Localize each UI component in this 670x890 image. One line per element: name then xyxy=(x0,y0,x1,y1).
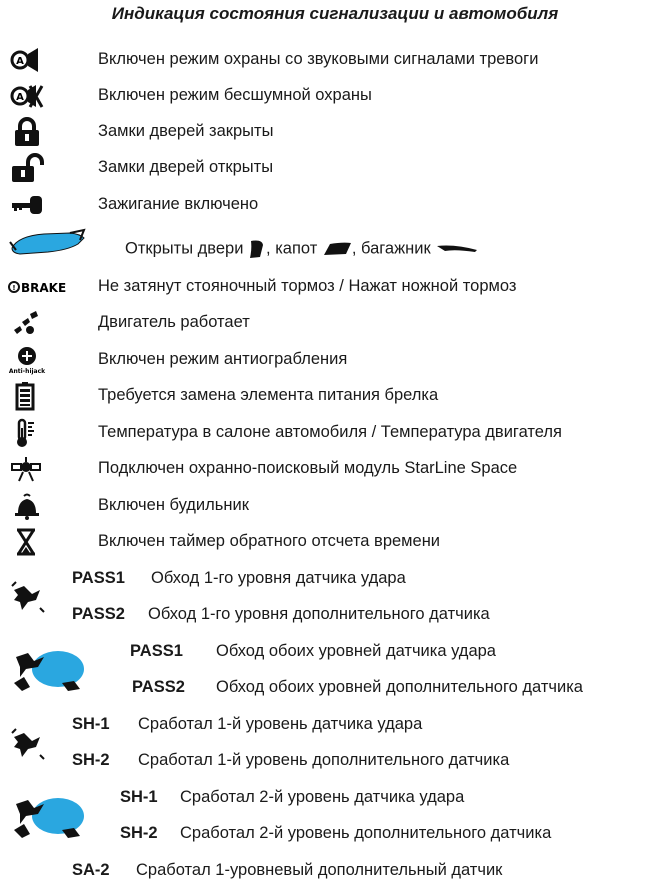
engine-running-icon xyxy=(10,308,44,338)
anti-hijack-icon xyxy=(10,345,44,375)
list-item xyxy=(0,270,670,304)
list-item xyxy=(0,188,670,222)
row-text: Обход 1-го уровня датчика удара xyxy=(151,569,406,587)
row-text: Включен таймер обратного отсчета времени xyxy=(98,532,441,550)
row-text: Включен будильник xyxy=(98,496,249,514)
list-item xyxy=(0,781,670,815)
row-text: Открыты двери xyxy=(125,239,244,258)
row-text: Замки дверей открыты xyxy=(98,158,274,176)
list-item xyxy=(0,452,670,486)
list-item xyxy=(0,151,670,185)
list-item xyxy=(0,744,670,778)
row-text: , багажник xyxy=(351,239,431,258)
row-text: Подключен охранно-поисковый модуль StarLine Space xyxy=(98,459,518,477)
code-label: PASS2 xyxy=(72,605,125,623)
list-item xyxy=(0,525,670,559)
list-item xyxy=(0,228,670,268)
trunk-icon xyxy=(435,242,479,256)
row-text: Обход обоих уровней датчика удара xyxy=(216,642,496,660)
row-text: Замки дверей закрыты xyxy=(98,122,274,140)
list-item xyxy=(0,817,670,851)
battery-icon xyxy=(10,381,44,411)
anti-hijack-label: Anti-hijack xyxy=(8,368,46,375)
row-text: Включен режим антиограбления xyxy=(98,350,348,368)
list-item xyxy=(0,115,670,149)
brake-icon xyxy=(8,272,67,302)
list-item xyxy=(0,562,670,596)
code-label: SA-2 xyxy=(72,861,110,879)
list-item xyxy=(0,489,670,523)
list-item xyxy=(0,79,670,113)
row-text: Не затянут стояночный тормоз / Нажат ножной тормоз xyxy=(98,277,517,295)
hourglass-icon xyxy=(10,527,44,557)
list-item xyxy=(0,379,670,413)
thermometer-icon xyxy=(10,418,44,448)
alarm-sound-icon xyxy=(10,45,44,75)
list-item xyxy=(0,671,670,705)
code-label: SH-1 xyxy=(120,788,158,806)
list-item xyxy=(0,635,670,669)
row-text: Сработал 1-й уровень дополнительного датчика xyxy=(138,751,510,769)
alarm-clock-icon xyxy=(10,491,44,521)
page-title: Индикация состояния сигнализации и автомобиля xyxy=(111,4,559,23)
list-item xyxy=(0,854,670,888)
list-item xyxy=(0,708,670,742)
lock-open-icon xyxy=(10,153,44,183)
row-text: Включен режим охраны со звуковыми сигналами тревоги xyxy=(98,50,539,68)
row-text: Обход обоих уровней дополнительного датчика xyxy=(216,678,583,696)
hood-icon xyxy=(322,241,352,257)
code-label: SH-1 xyxy=(72,715,110,733)
list-item xyxy=(0,343,670,377)
code-label: PASS2 xyxy=(132,678,185,696)
code-label: PASS1 xyxy=(72,569,125,587)
row-text: Обход 1-го уровня дополнительного датчика xyxy=(148,605,490,623)
list-item xyxy=(0,43,670,77)
code-label: SH-2 xyxy=(72,751,110,769)
code-label: SH-2 xyxy=(120,824,158,842)
list-item xyxy=(0,416,670,450)
door-icon xyxy=(248,239,266,259)
row-text: Сработал 2-й уровень датчика удара xyxy=(180,788,465,806)
row-text: Сработал 2-й уровень дополнительного датчика xyxy=(180,824,552,842)
row-text: Двигатель работает xyxy=(98,313,250,331)
svg-text:A: A xyxy=(16,92,24,103)
row-text: , капот xyxy=(266,239,318,258)
row-text: Требуется замена элемента питания брелка xyxy=(98,386,439,404)
row-text: Включен режим бесшумной охраны xyxy=(98,86,372,104)
ignition-key-icon xyxy=(10,190,44,220)
lock-closed-icon xyxy=(10,117,44,147)
row-text: Зажигание включено xyxy=(98,195,259,213)
row-text: Сработал 1-й уровень датчика удара xyxy=(138,715,423,733)
car-open-icon xyxy=(8,228,86,262)
svg-text:!: ! xyxy=(12,284,16,292)
list-item xyxy=(0,598,670,632)
alarm-silent-icon xyxy=(10,81,44,111)
brake-label: BRAKE xyxy=(21,281,67,295)
satellite-icon xyxy=(10,454,44,484)
code-label: PASS1 xyxy=(130,642,183,660)
list-item xyxy=(0,306,670,340)
row-text: Сработал 1-уровневый дополнительный датчик xyxy=(136,861,503,879)
svg-text:A: A xyxy=(16,56,24,67)
row-text: Температура в салоне автомобиля / Температура двигателя xyxy=(98,423,562,441)
